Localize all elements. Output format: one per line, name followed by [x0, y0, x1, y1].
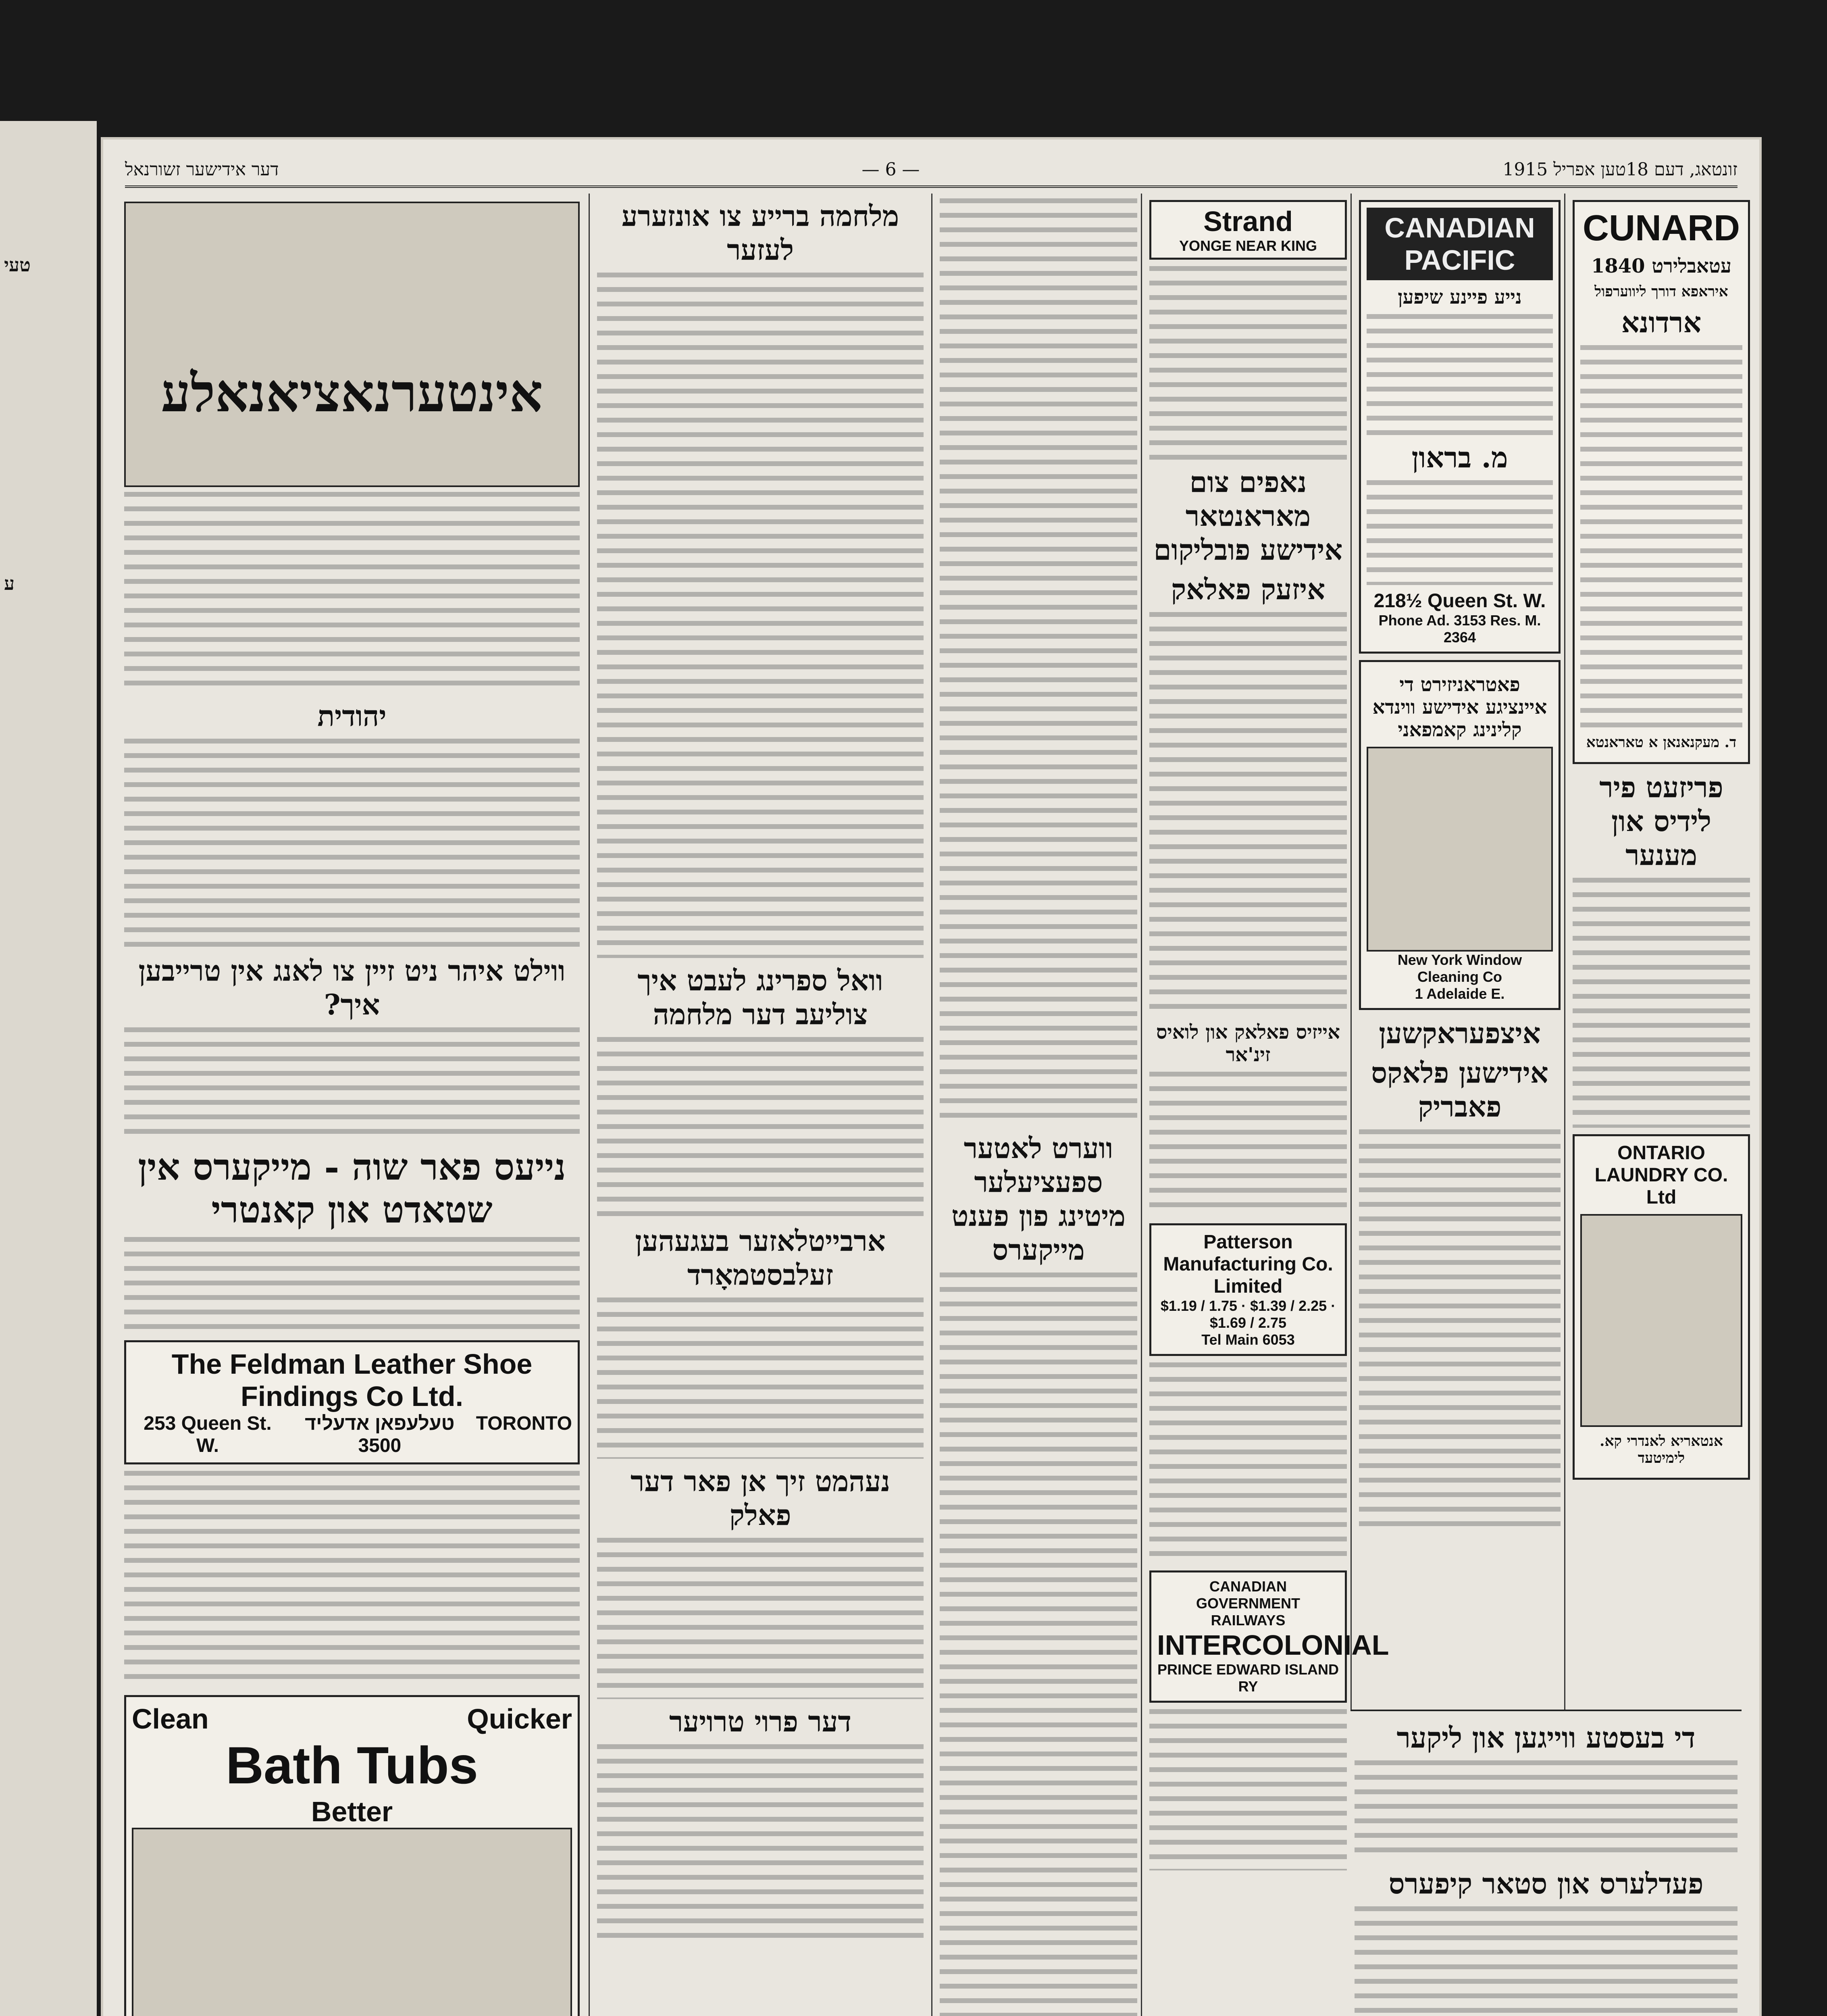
war-text — [597, 273, 924, 958]
price: 1.75 — [1209, 1297, 1237, 1314]
previous-page-edge — [0, 121, 97, 2016]
strand-text — [1149, 266, 1347, 460]
column-news-1 — [589, 194, 931, 2016]
shoemakers-heading: נייעס פאר שוה - מייקערס אין שטאדט און קאנטרי — [138, 1146, 566, 1231]
price: 2.75 — [1258, 1314, 1287, 1331]
cleaning-name: New York Window Cleaning Co — [1397, 952, 1522, 985]
judith-heading: יהודית — [317, 699, 387, 733]
column-strand — [1141, 194, 1389, 2016]
cleaning-heading: פאטראניזירט די איינציגע אידישע ווינדא קלינינג קאמפאני — [1372, 673, 1547, 741]
wine-heading: די בעסטע ווייגען און ליקער — [1396, 1721, 1696, 1754]
feldman-phone: טעלעפאן אדעליד 3500 — [305, 1413, 455, 1456]
cpr-phone: Phone Ad. 3153 Res. M. 2364 — [1378, 612, 1541, 646]
cunard-est: עטאבלירט 1840 — [1591, 255, 1732, 277]
masthead-title: אינטערנאציאנאלע — [161, 362, 543, 424]
intercolonial-ad — [1149, 1570, 1389, 1703]
intercolonial-text — [1149, 1709, 1347, 1870]
laundry-tag: אנטאריא לאנדרי קא. לימיטעד — [1600, 1433, 1723, 1466]
newspaper-page — [101, 137, 1762, 2016]
bath-tubs-ad — [124, 1695, 580, 2016]
previous-page-fragment: טעי — [4, 254, 31, 276]
bath-bath: Bath — [226, 1736, 342, 1795]
cunard-ad — [1573, 200, 1750, 764]
folk-heading: נעהמט זיך אן פאר דער פאלק — [630, 1464, 890, 1532]
price: $1.19 — [1160, 1297, 1197, 1314]
bath-clean: Clean — [132, 1703, 209, 1735]
folk-text — [597, 1538, 924, 1699]
page-folio — [125, 153, 1738, 188]
previous-page-fragment: ע — [4, 573, 15, 594]
bath-tubs-header — [132, 1703, 572, 1735]
bath-better: Better — [311, 1796, 393, 1827]
cunard-route: איראפא דורך ליווערפול — [1594, 283, 1728, 300]
folio-left: דער אידישער זשורנאל — [125, 159, 279, 180]
torment-text — [124, 1027, 580, 1140]
news-text-2 — [940, 1272, 1137, 2016]
news-heading: ווערט לאטער ספעציעלער מיטינג פון פענט מייקערס — [951, 1131, 1126, 1266]
patterson-prices: $1.19 / 1.75 · $1.39 / 2.25 · $1.69 / 2.75 — [1160, 1297, 1336, 1331]
cpr-ad — [1359, 200, 1561, 654]
unemployed-text — [597, 1297, 924, 1459]
intercolonial-sub: PRINCE EDWARD ISLAND RY — [1157, 1661, 1339, 1695]
price: $1.69 — [1209, 1314, 1246, 1331]
cleaning-address: 1 Adelaide E. — [1415, 985, 1505, 1002]
spring-text — [597, 1037, 924, 1218]
cpr-text-2 — [1367, 480, 1553, 585]
folio-right: 1915 זונטאג, דעם 18טען אפריל — [1502, 159, 1738, 180]
cpr-address: 218½ Queen St. W. — [1373, 590, 1546, 612]
bath-tubs: Tubs — [357, 1736, 478, 1795]
pollack-text — [1149, 612, 1347, 1015]
cpr-text — [1367, 314, 1553, 435]
bath-tubs-title — [132, 1735, 572, 1795]
laundry-name: ONTARIO LAUNDRY CO. Ltd — [1594, 1142, 1728, 1208]
cunard-ship: ארדונא — [1621, 306, 1702, 339]
judith-text — [124, 739, 580, 948]
torment-heading: ווילט איהר ניט זיין צו לאנג אין טרייבען איך? — [138, 954, 566, 1021]
feldman-address: 253 Queen St. W. — [144, 1413, 272, 1456]
feldman-city: TORONTO — [476, 1413, 572, 1434]
feldman-info — [132, 1412, 572, 1457]
pollack-heading-2: אייזיס פאלאק און לואיס זינ'אר — [1156, 1021, 1340, 1066]
strand-address: YONGE NEAR KING — [1179, 237, 1317, 254]
masthead-illustration — [124, 202, 580, 487]
patterson-ad — [1149, 1223, 1347, 1356]
laundry-sub: אידישען פלאקס פאבריק — [1371, 1056, 1548, 1123]
price: 2.25 — [1298, 1297, 1327, 1314]
war-heading: מלחמה ברייע צו אונזערע לעזער — [621, 199, 899, 267]
spring-heading: וואל ספרינג לעבט איך צוליעב דער מלחמה — [637, 964, 883, 1031]
patterson-text — [1149, 1362, 1347, 1564]
laundry-ad — [1573, 1134, 1750, 1480]
sadness-text — [597, 1744, 924, 1946]
patterson-phone: Tel Main 6053 — [1201, 1331, 1295, 1348]
news-text — [940, 198, 1137, 1126]
laundry-heading: איצפעראקשען — [1379, 1016, 1541, 1050]
cleaning-illustration — [1367, 747, 1553, 952]
folio-center: — 6 — — [861, 159, 920, 180]
feldman-ad — [124, 1340, 580, 1464]
bath-illustration — [132, 1828, 572, 2016]
pollack-heading: איזעק פאלאק — [1171, 573, 1326, 606]
cpr-agent: מ. בראון — [1411, 441, 1508, 474]
laundry-text — [1359, 1129, 1561, 1533]
peddlers-heading: פעדלערס און סטאר קיפערס — [1388, 1867, 1704, 1900]
strand-ad — [1149, 200, 1347, 260]
cunard-text — [1580, 345, 1742, 728]
wine-text — [1355, 1760, 1738, 1861]
patterson-name: Patterson Manufacturing Co. Limited — [1163, 1231, 1333, 1297]
lidys-heading: פריזעט פיר לידיס און מענער — [1599, 771, 1723, 872]
unemployed-heading: ארבייטלאזער בעגעהען זעלבסטמאָרד — [635, 1224, 886, 1291]
shoemakers-text — [124, 1237, 580, 1334]
cpr-title: CANADIAN PACIFIC — [1367, 208, 1553, 280]
feldman-name: The Feldman Leather Shoe Findings Co Ltd. — [171, 1348, 533, 1412]
price: $1.39 — [1250, 1297, 1287, 1314]
bath-quicker: Quicker — [467, 1703, 572, 1735]
intercolonial-name: INTERCOLONIAL — [1157, 1629, 1389, 1661]
cunard-footer: ד. מעקנאנאן א טאראנטא — [1586, 734, 1737, 751]
strand-heading: נאפים צום מאראנטאר אידישע פובליקום — [1153, 465, 1343, 566]
column-news-2 — [931, 194, 1144, 2016]
pollack-text-2 — [1149, 1072, 1347, 1217]
cunard-title: CUNARD — [1583, 208, 1740, 248]
intercolonial-top: CANADIAN GOVERNMENT RAILWAYS — [1196, 1578, 1300, 1629]
cpr-heading: נייע פיינע שיפען — [1398, 286, 1522, 308]
cleaning-ad — [1359, 660, 1561, 1010]
masthead-text — [124, 492, 580, 694]
peddlers-text — [1355, 1906, 1738, 2016]
lidys-text — [1573, 878, 1750, 1128]
lower-ads — [1350, 1710, 1742, 2016]
feldman-text — [124, 1471, 580, 1689]
laundry-illustration — [1580, 1214, 1742, 1427]
strand-name: Strand — [1203, 206, 1293, 237]
column-left — [117, 194, 587, 2016]
sadness-heading: דער פרוי טרויער — [669, 1705, 852, 1738]
